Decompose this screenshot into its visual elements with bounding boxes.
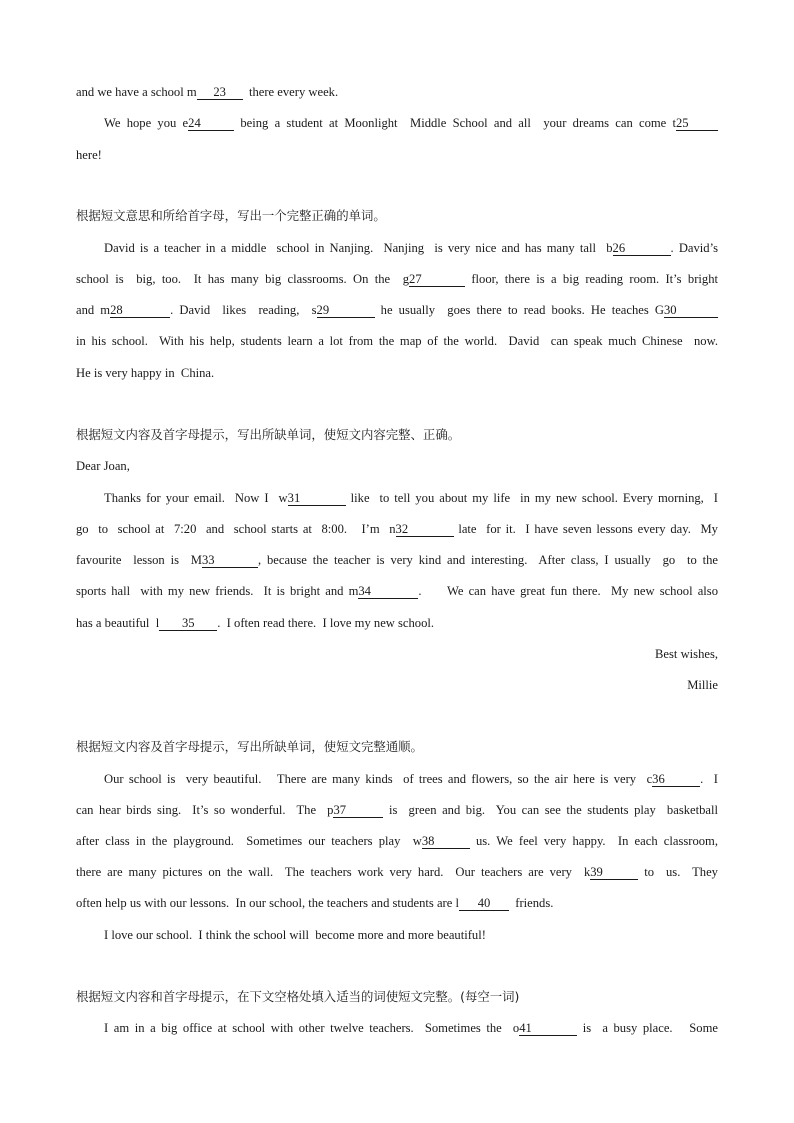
text-line (76, 833, 718, 849)
text-segment: We hope you e (104, 116, 189, 130)
text-segment: he usually goes there to read books. He teaches G (374, 303, 664, 317)
answer-blank-39[interactable]: 39 (590, 865, 638, 880)
answer-blank-28[interactable]: 28 (110, 303, 170, 318)
answer-blank-23[interactable]: 23 (197, 85, 243, 100)
text-line (76, 271, 718, 287)
text-segment: sports hall with my new friends. It is bright and m (76, 584, 359, 598)
text-segment: can hear birds sing. It’s so wonderful. The p (76, 803, 334, 817)
text-segment: like to tell you about my life in my new school. Every morning, I (345, 491, 718, 505)
answer-blank-25[interactable]: 25 (676, 116, 718, 131)
section-heading (76, 208, 718, 224)
answer-blank-38[interactable]: 38 (422, 834, 470, 849)
answer-blank-24[interactable]: 24 (188, 116, 234, 131)
text-segment: to us. They (638, 865, 718, 879)
text-line (104, 927, 718, 943)
text-segment: school is big, too. It has many big classrooms. On the g (76, 272, 410, 286)
text-line (104, 490, 718, 506)
text-segment: 根据短文内容及首字母提示，写出所缺单词，使短文内容完整、正确。 (76, 427, 461, 442)
text-segment: friends. (508, 896, 554, 910)
answer-blank-40[interactable]: 40 (459, 896, 509, 911)
text-segment: Dear Joan, (76, 459, 130, 473)
section-heading (76, 989, 718, 1005)
text-segment: here! (76, 148, 102, 162)
text-segment: I love our school. I think the school will become more and more beautiful! (104, 928, 486, 942)
text-segment: there are many pictures on the wall. The teachers work very hard. Our teachers are very k (76, 865, 591, 879)
text-line (104, 1020, 718, 1036)
text-segment: after class in the playground. Sometimes our teachers play w (76, 834, 422, 848)
answer-blank-35[interactable]: 35 (159, 616, 217, 631)
text-line (76, 84, 718, 100)
text-segment: in his school. With his help, students learn a lot from the map of the world. David can speak much Chinese now. (76, 334, 718, 348)
text-segment: . I often read there. I love my new school. (217, 616, 435, 630)
text-line (76, 615, 718, 631)
text-segment: 根据短文意思和所给首字母，写出一个完整正确的单词。 (76, 208, 386, 223)
text-line (76, 365, 718, 381)
text-segment: . David likes reading, s (170, 303, 317, 317)
text-line (104, 115, 718, 131)
text-line (76, 864, 718, 880)
text-segment: . We can have great fun there. My new school also (418, 584, 718, 598)
answer-blank-33[interactable]: 33 (202, 553, 258, 568)
section-heading (76, 427, 718, 443)
text-segment: . David’s (670, 241, 718, 255)
text-line (76, 895, 718, 911)
answer-blank-31[interactable]: 31 (288, 491, 346, 506)
text-segment: . I (700, 772, 718, 786)
text-line (76, 677, 718, 693)
text-segment: is green and big. You can see the students play basketball (383, 803, 718, 817)
answer-blank-34[interactable]: 34 (358, 584, 418, 599)
answer-blank-41[interactable]: 41 (519, 1021, 577, 1036)
text-segment: favourite lesson is M (76, 553, 202, 567)
text-line (76, 147, 718, 163)
text-segment: 根据短文内容及首字母提示，写出所缺单词，使短文完整通顺。 (76, 739, 423, 754)
text-segment: there every week. (242, 85, 339, 99)
answer-blank-30[interactable]: 30 (664, 303, 718, 318)
text-segment: us. We feel very happy. In each classroom, (469, 834, 718, 848)
text-segment: go to school at 7:20 and school starts at 8:00. I’m n (76, 522, 396, 536)
text-segment: late for it. I have seven lessons every day. My (453, 522, 718, 536)
text-segment: has a beautiful l (76, 616, 160, 630)
answer-blank-27[interactable]: 27 (409, 272, 465, 287)
text-segment: often help us with our lessons. In our school, the teachers and students are l (76, 896, 459, 910)
text-line (76, 583, 718, 599)
text-segment: floor, there is a big reading room. It’s bright (465, 272, 718, 286)
text-line (104, 771, 718, 787)
answer-blank-26[interactable]: 26 (613, 241, 671, 256)
text-segment: and we have a school m (76, 85, 197, 99)
text-segment: 根据短文内容和首字母提示，在下文空格处填入适当的词使短文完整。(每空一词) (76, 989, 520, 1004)
text-segment: Our school is very beautiful. There are many kinds of trees and flowers, so the air here is very c (104, 772, 653, 786)
text-line (76, 552, 718, 568)
text-line (104, 240, 718, 256)
text-line (76, 521, 718, 537)
text-line (76, 646, 718, 662)
text-segment: He is very happy in China. (76, 366, 215, 380)
answer-blank-32[interactable]: 32 (396, 522, 454, 537)
answer-blank-37[interactable]: 37 (333, 803, 383, 818)
answer-blank-36[interactable]: 36 (652, 772, 700, 787)
text-segment: is a busy place. Some (577, 1021, 718, 1035)
answer-blank-29[interactable]: 29 (317, 303, 375, 318)
text-segment: I am in a big office at school with other twelve teachers. Sometimes the o (104, 1021, 520, 1035)
text-segment: Millie (687, 678, 718, 692)
section-heading (76, 739, 718, 755)
text-segment: and m (76, 303, 111, 317)
text-segment: , because the teacher is very kind and interesting. After class, I usually go to the (257, 553, 719, 567)
text-segment: David is a teacher in a middle school in Nanjing. Nanjing is very nice and has many tall b (104, 241, 613, 255)
text-segment: being a student at Moonlight Middle School and all your dreams can come t (234, 116, 676, 130)
text-line (76, 458, 718, 474)
text-line (76, 802, 718, 818)
text-line (76, 333, 718, 349)
text-segment: Best wishes, (655, 647, 718, 661)
text-line (76, 302, 718, 318)
text-segment: Thanks for your email. Now I w (104, 491, 288, 505)
